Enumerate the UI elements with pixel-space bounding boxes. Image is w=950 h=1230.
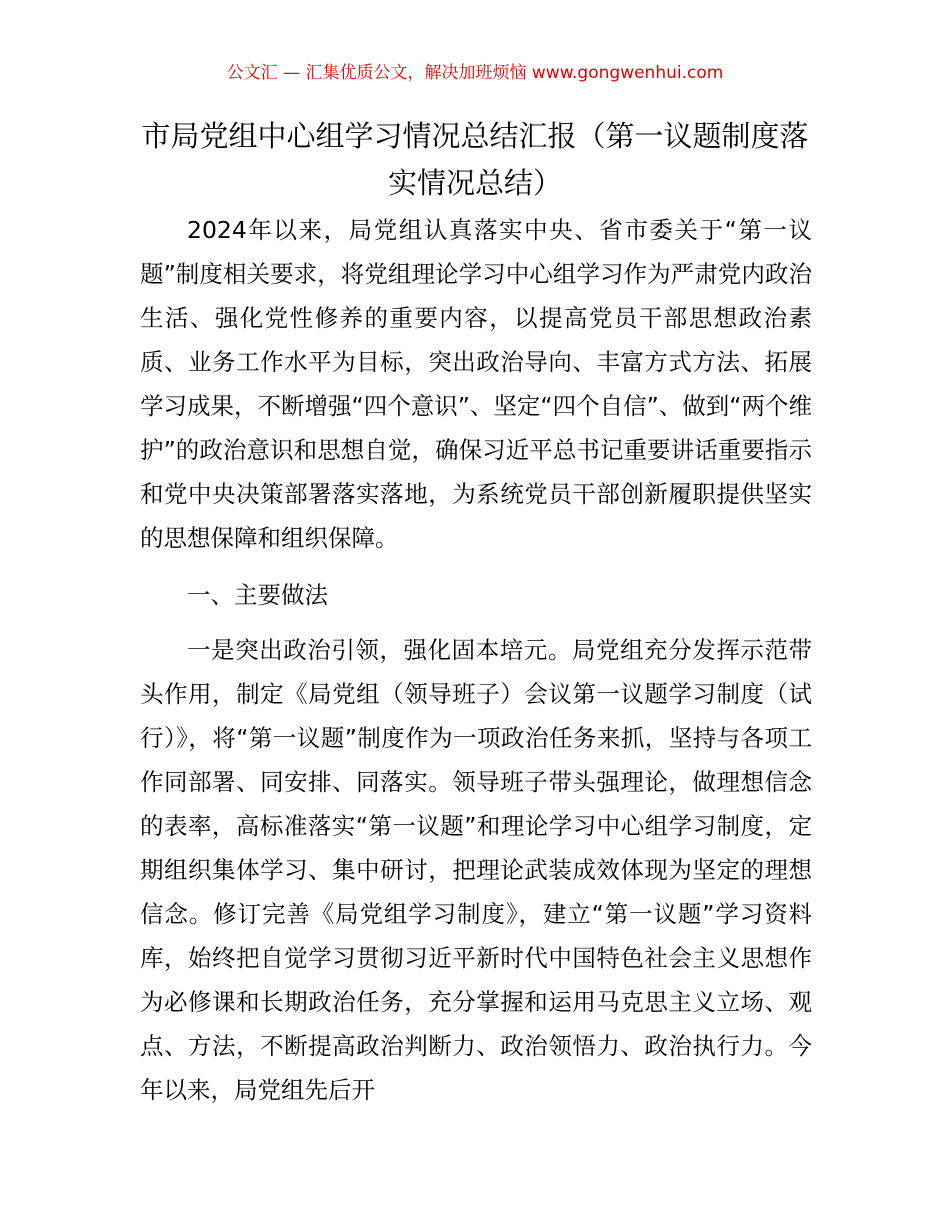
- document-title: 市局党组中心组学习情况总结汇报（第一议题制度落实情况总结）: [141, 119, 809, 200]
- body-paragraph: 一是突出政治引领，强化固本培元。局党组充分发挥示范带头作用，制定《局党组（领导班子）会议第一议题学习制度（试行）》，将“第一议题”制度作为一项政治任务来抓，坚持与各项工作同部署、同安排、同落实。领导班子带头强理论，做理想信念的表率，高标准落实“第一议题”和理论学习中心组学习制度，定期组织集体学习、集中研讨，把理论武装成效体现为坚定的理想信念。修订完善《局党组学习制度》，建立“第一议题”学习资料库，始终把自觉学习贯彻习近平新时代中国特色社会主义思想作为必修课和长期政治任务，充分掌握和运用马克思主义立场、观点、方法，不断提高政治判断力、政治领悟力、政治执行力。今年以来，局党组先后开: [140, 636, 812, 1104]
- section-heading: 一、主要做法: [187, 581, 328, 609]
- site-banner[interactable]: 公文汇 — 汇集优质公文，解决加班烦恼 www.gongwenhui.com: [226, 63, 724, 83]
- document-body: [140, 208, 812, 1125]
- intro-paragraph: 2024年以来，局党组认真落实中央、省市委关于“第一议题”制度相关要求，将党组理论学习中心组学习作为严肃党内政治生活、强化党性修养的重要内容，以提高党员干部思想政治素质、业务工作水平为目标，突出政治导向、丰富方式方法、拓展学习成果，不断增强“四个意识”、坚定“四个自信”、做到“两个维护”的政治意识和思想自觉，确保习近平总书记重要讲话重要指示和党中央决策部署落实落地，为系统党员干部创新履职提供坚实的思想保障和组织保障。: [140, 216, 812, 552]
